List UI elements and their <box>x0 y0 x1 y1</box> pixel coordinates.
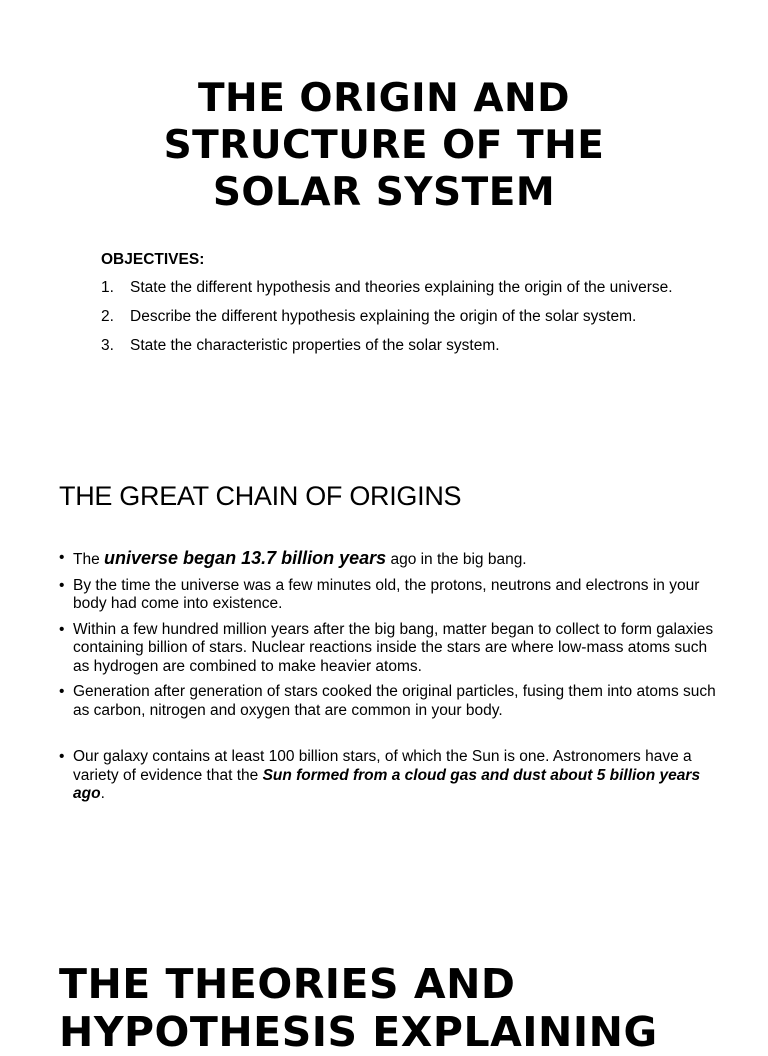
objectives-heading: OBJECTIVES: <box>101 251 205 268</box>
document-title <box>0 75 768 216</box>
bullet-text <box>73 549 719 570</box>
bullet-icon: • <box>59 748 65 765</box>
bullet-icon: • <box>59 683 65 700</box>
objective-number: 3. <box>101 337 114 354</box>
bullet-icon: • <box>59 620 65 638</box>
objective-number: 1. <box>101 279 114 296</box>
bullet-icon: • <box>59 576 65 594</box>
bullet-emphasis: universe began 13.7 billion years <box>104 548 387 568</box>
title-line: STRUCTURE OF THE <box>163 123 605 168</box>
bullet-item <box>59 683 719 720</box>
bullet-text-post: ago in the big bang. <box>386 551 527 568</box>
bullet-item <box>59 577 719 614</box>
objective-number: 2. <box>101 308 114 325</box>
next-section-title-line: THE THEORIES AND <box>59 960 516 1008</box>
bullet-text-pre: Our galaxy contains at least 100 billion stars, of which the Sun is one. Astronomers have a variety of evidence that the <box>73 748 692 784</box>
bullet-text-pre: The <box>73 551 105 568</box>
objective-item <box>101 278 741 297</box>
bullet-text: Within a few hundred million years after the big bang, matter began to collect to form galaxies containing billion of stars. Nuclear reactions inside the stars are where low-mass atoms such as hydrogen are combined to make heavier atoms. <box>73 620 714 675</box>
title-line: THE ORIGIN AND <box>197 76 571 121</box>
objective-item <box>101 307 741 326</box>
objective-item <box>101 336 741 355</box>
bullet-item <box>59 748 719 804</box>
bullet-item <box>59 549 719 570</box>
bullet-text <box>73 748 719 804</box>
bullet-item <box>59 621 719 677</box>
origins-bullet-list <box>59 549 719 811</box>
objective-text: Describe the different hypothesis explaining the origin of the solar system. <box>130 308 637 325</box>
bullet-icon: • <box>59 549 65 566</box>
objective-text: State the different hypothesis and theories explaining the origin of the universe. <box>130 279 673 296</box>
objectives-list <box>101 278 741 355</box>
bullet-text: Generation after generation of stars cooked the original particles, fusing them into atoms such as carbon, nitrogen and oxygen that are common in your body. <box>73 683 716 719</box>
objectives-section <box>101 250 741 365</box>
title-line: SOLAR SYSTEM <box>212 170 556 215</box>
next-section-title-line: HYPOTHESIS EXPLAINING <box>59 1008 658 1056</box>
next-section-title <box>59 960 768 1056</box>
section-heading: THE GREAT CHAIN OF ORIGINS <box>59 481 462 511</box>
bullet-text: By the time the universe was a few minutes old, the protons, neutrons and electrons in your body had come into existence. <box>73 576 700 612</box>
bullet-text-post: . <box>100 785 105 802</box>
objective-text: State the characteristic properties of the solar system. <box>130 337 500 354</box>
bullet-emphasis: Sun formed from a cloud gas and dust about 5 billion years ago <box>73 766 701 802</box>
